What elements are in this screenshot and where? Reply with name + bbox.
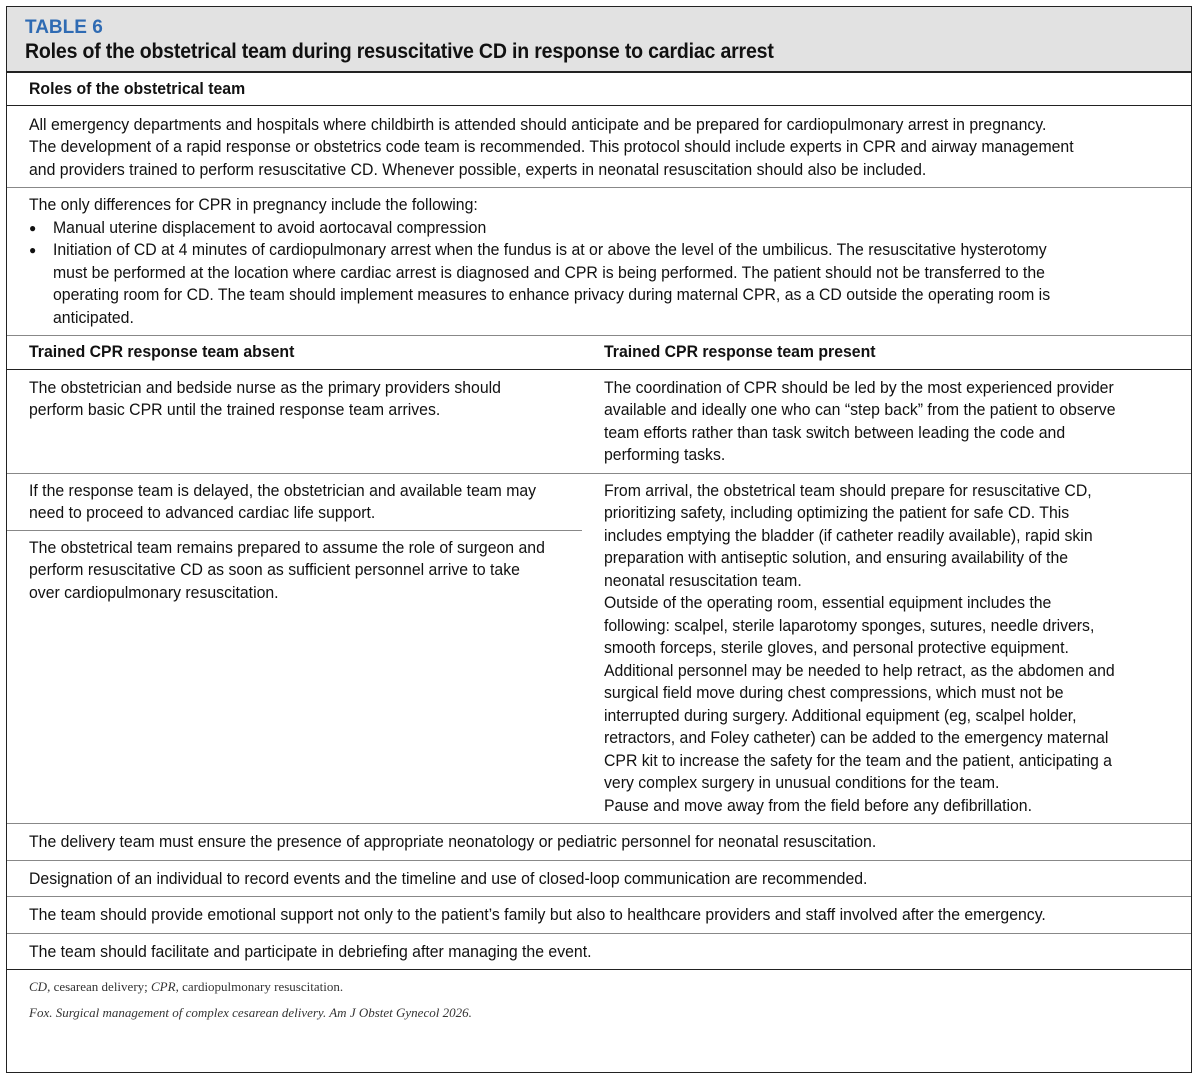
present-cell-1: The coordination of CPR should be led by the most experienced provider available and ideally one who can “step back” from the patient to observe team efforts rather than task switch between leading the code and performing tasks.	[604, 377, 1116, 464]
table-row	[7, 370, 1191, 474]
footnote-def: , cesarean delivery;	[47, 979, 152, 994]
absent-column-stack	[7, 474, 582, 824]
present-cell-2: From arrival, the obstetrical team should prepare for resuscitative CD, prioritizing safety, including optimizing the patient for safe CD. This includes emptying the bladder (if catheter readily available), rapid skin preparation with antiseptic solution, and ensuring availability of the neonatal resuscitation team. Outside of the operating room, essential equipment includes the following: scalpel, sterile laparotomy sponges, sutures, needle drivers, smooth forceps, sterile gloves, and personal protective equipment. Additional personnel may be needed to help retract, as the abdomen and surgical field move during chest compressions, which must not be interrupted during surgery. Additional equipment (eg, scalpel holder, retractors, and Foley catheter) can be added to the emergency maternal CPR kit to increase the safety for the team and the patient, anticipating a very complex surgery in unusual conditions for the team. Pause and move away from the field before any defibrillation.	[604, 480, 1115, 815]
header-team-present: Trained CPR response team present	[604, 342, 876, 361]
absent-cell-3: The obstetrical team remains prepared to assume the role of surgeon and perform resuscitative CD as soon as sufficient personnel arrive to take over cardiopulmonary resuscitation.	[29, 537, 545, 602]
intro-line: and providers trained to perform resuscitative CD. Whenever possible, experts in neonatal resuscitation should also be included.	[29, 159, 927, 179]
final-row: The team should facilitate and participate in debriefing after managing the event.	[7, 934, 1191, 971]
intro-line: All emergency departments and hospitals where childbirth is attended should anticipate and be prepared for cardiopulmonary arrest in pregnancy.	[29, 114, 1047, 134]
abbreviation-footnote	[7, 970, 1191, 995]
absent-cell-1: The obstetrician and bedside nurse as the primary providers should perform basic CPR until the trained response team arrives.	[29, 377, 501, 419]
footnote-abbr: CD	[29, 979, 48, 994]
absent-cell-2: If the response team is delayed, the obstetrician and available team may need to proceed to advanced cardiac life support.	[7, 474, 582, 531]
bullet-item: ● Manual uterine displacement to avoid aortocaval compression	[29, 217, 1171, 240]
footnote-abbr: CPR	[151, 979, 176, 994]
table-frame	[6, 6, 1192, 1073]
table-header	[7, 7, 1191, 73]
citation: Fox. Surgical management of complex cesarean delivery. Am J Obstet Gynecol 2026.	[29, 1005, 472, 1020]
section-heading: Roles of the obstetrical team	[7, 73, 1191, 106]
intro-line: The development of a rapid response or obstetrics code team is recommended. This protocol should include experts in CPR and airway management	[29, 137, 1074, 156]
header-team-absent: Trained CPR response team absent	[29, 342, 295, 361]
differences-block	[7, 188, 1191, 336]
footnote-def: , cardiopulmonary resuscitation.	[175, 979, 344, 994]
intro-paragraph	[7, 106, 1191, 189]
table-row	[7, 474, 1191, 825]
final-row: The delivery team must ensure the presence of appropriate neonatology or pediatric personnel for neonatal resuscitation.	[7, 824, 1191, 861]
column-headers	[7, 336, 1191, 370]
final-row: Designation of an individual to record events and the timeline and use of closed-loop communication are recommended.	[7, 861, 1191, 898]
table-title: Roles of the obstetrical team during resuscitative CD in response to cardiac arrest	[25, 40, 774, 63]
final-row: The team should provide emotional support not only to the patient’s family but also to healthcare providers and staff involved after the emergency.	[7, 897, 1191, 934]
table-label: TABLE 6	[25, 17, 103, 38]
bullet-item: ● Initiation of CD at 4 minutes of cardiopulmonary arrest when the fundus is at or above the level of the umbilicus. The resuscitative hysterotomy must be performed at the location where cardiac arrest is diagnosed and CPR is being performed. The patient should not be transferred to the operating room for CD. The team should implement measures to enhance privacy during maternal CPR, as a CD outside the operating room is anticipated.	[29, 239, 1171, 329]
differences-lead: The only differences for CPR in pregnancy include the following:	[29, 195, 478, 214]
